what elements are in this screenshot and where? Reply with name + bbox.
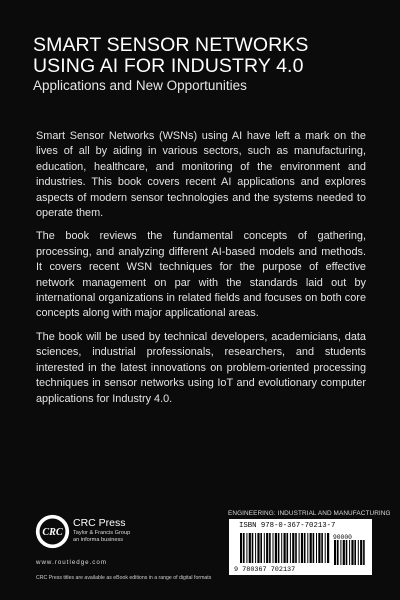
barcode-bar <box>260 533 262 563</box>
barcode-bar <box>284 533 286 563</box>
barcode-bar <box>243 533 245 563</box>
barcode-bar <box>249 533 251 563</box>
subject-category: ENGINEERING: INDUSTRIAL AND MANUFACTURING <box>228 510 391 517</box>
barcode-bar <box>287 533 289 563</box>
barcode-bar <box>299 533 300 563</box>
barcode-bar <box>266 533 268 563</box>
publisher-group: Taylor & Francis Group an informa business <box>73 530 131 543</box>
barcode-bar <box>325 533 326 563</box>
barcode-bar <box>269 533 271 563</box>
barcode-bar <box>304 533 306 563</box>
logo-text: CRC <box>42 527 63 539</box>
barcode-box <box>229 519 372 575</box>
barcode-bar <box>358 540 359 565</box>
barcode-bar <box>337 540 339 565</box>
barcode-bar <box>351 540 353 565</box>
barcode-bar <box>252 533 254 563</box>
barcode-bar <box>349 540 350 565</box>
barcode-bar <box>327 533 329 563</box>
barcode-bar <box>292 533 294 563</box>
barcode-bar <box>281 533 282 563</box>
barcode-bar <box>354 540 356 565</box>
barcode-bar <box>264 533 265 563</box>
barcode-bar <box>321 533 323 563</box>
barcode-bar <box>340 540 341 565</box>
publisher-name: CRC Press <box>73 517 126 529</box>
barcode-bar <box>343 540 345 565</box>
barcode-bar <box>313 533 315 563</box>
barcode-bar <box>246 533 247 563</box>
barcode-bar <box>255 533 256 563</box>
description-paragraph: The book reviews the fundamental concepts of gathering, processing, and analyzing different AI-based models and methods. It covers recent WSN techniques for the purpose of effective network management on par with the standards laid out by international organizations in related fields and focuses on both core concepts along with major applicational areas. <box>36 230 366 320</box>
barcode-digits: 9 780367 702137 <box>234 566 296 573</box>
barcode-bar <box>278 533 280 563</box>
barcode-bar <box>346 540 348 565</box>
book-subtitle: Applications and New Opportunities <box>33 78 247 93</box>
barcode-bar <box>301 533 303 563</box>
barcode-bar <box>290 533 291 563</box>
barcode-bar <box>240 533 242 563</box>
barcode-bar <box>275 533 277 563</box>
book-title: SMART SENSOR NETWORKS USING AI FOR INDUSTRY 4.0 <box>33 34 309 77</box>
price-addon: 90000 <box>333 534 352 541</box>
publisher-website[interactable]: www.routledge.com <box>36 559 107 566</box>
barcode-bar <box>307 533 308 563</box>
barcode-bar <box>295 533 297 563</box>
description-paragraph: The book will be used by technical developers, academicians, data sciences, industrial professionals, researchers, and students interested in the latest innovations on problem-oriented processing techniques in sensor networks using IoT and evolutionary computer applications for Industry 4.0. <box>36 330 366 405</box>
description-paragraph: Smart Sensor Networks (WSNs) using AI have left a mark on the lives of all by aiding in various sectors, such as manufacturing, education, healthcare, and monitoring of the environment and industries. This book covers recent AI applications and explores aspects of modern sensor technologies and the systems needed to operate them. <box>36 130 366 220</box>
description-blurb <box>36 129 366 415</box>
barcode-bar <box>273 533 274 563</box>
crc-press-logo <box>34 513 71 550</box>
barcode-bar <box>334 540 336 565</box>
isbn-text: ISBN 978-0-367-70213-7 <box>239 522 336 530</box>
barcode-bar <box>257 533 259 563</box>
barcode-bar <box>318 533 320 563</box>
barcode-bar <box>310 533 312 563</box>
ebook-footnote: CRC Press titles are available as eBook editions in a range of digital formats <box>36 575 212 581</box>
barcode-bar <box>363 540 365 565</box>
barcode-bar <box>316 533 317 563</box>
barcode-bar <box>360 540 362 565</box>
